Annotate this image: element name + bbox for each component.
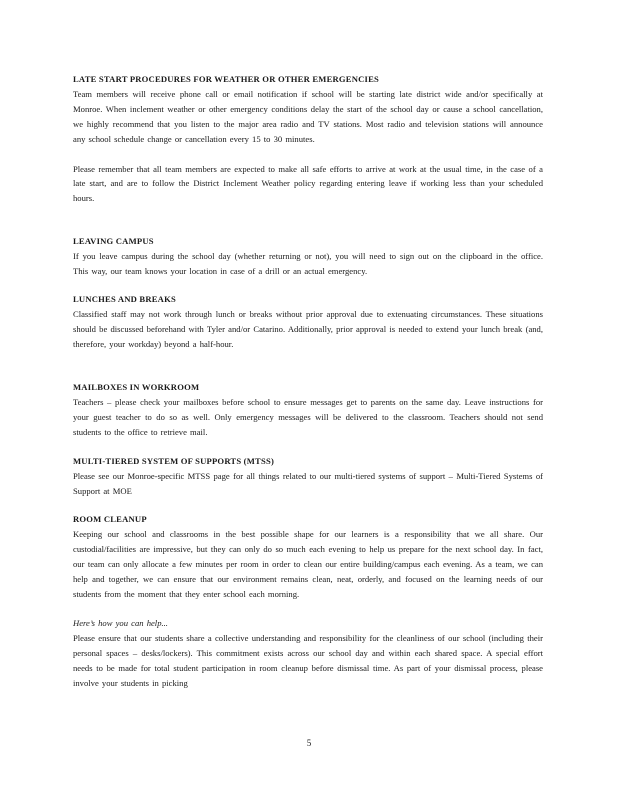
section-paragraph: Please remember that all team members are expected to make all safe efforts to arrive at work at the usual time, in the case of a late start, and are to follow the District Inclement Weather policy regarding entering leave if working less than your scheduled hours. <box>73 163 543 204</box>
section-paragraph: Teachers – please check your mailboxes before school to ensure messages get to parents on the same day. Leave instructions for your guest teacher to do so as well. Only emergency messages will be delivered to the classroom. Teachers should not send students to the office to retrieve mail. <box>73 396 543 437</box>
section-heading: LUNCHES AND BREAKS <box>73 294 176 304</box>
section-room-cleanup <box>73 512 543 691</box>
section-heading: LEAVING CAMPUS <box>73 236 154 246</box>
section-heading: MULTI-TIERED SYSTEM OF SUPPORTS (MTSS) <box>73 456 275 466</box>
section-paragraph: Please see our Monroe-specific MTSS page for all things related to our multi-tiered systems of support – Multi-Tiered Systems of Support at MOE <box>73 470 543 496</box>
section-leaving-campus <box>73 234 543 279</box>
section-mailboxes <box>73 380 543 440</box>
section-paragraph: If you leave campus during the school day (whether returning or not), you will need to sign out on the clipboard in the office. This way, our team knows your location in case of a drill or an actual emergency. <box>73 250 543 276</box>
section-lunches-breaks <box>73 292 543 352</box>
section-paragraph: Classified staff may not work through lunch or breaks without prior approval due to extenuating circumstances. These situations should be discussed beforehand with Tyler and/or Catarino. Additionally, prior approval is needed to extend your lunch break (and, therefore, your workday) beyond a half-hour. <box>73 308 543 349</box>
page-number: 5 <box>306 738 312 748</box>
section-late-start <box>73 72 543 206</box>
section-paragraph: Please ensure that our students share a collective understanding and responsibility for the cleanliness of our school (including their personal spaces – desks/lockers). This commitment exists across our school day and within each shared space. A special effort needs to be made for total student participation in room cleanup before dismissal time. As part of your dismissal process, please involve your students in picking <box>73 633 543 689</box>
section-subheading: Here’s how you can help... <box>73 618 168 629</box>
section-heading: ROOM CLEANUP <box>73 514 147 524</box>
section-mtss <box>73 454 543 499</box>
section-paragraph: Team members will receive phone call or email notification if school will be starting late district wide and/or specifically at Monroe. When inclement weather or other emergency conditions delay the start of the school day or cause a school cancellation, we highly recommend that you listen to the major area radio and TV stations. Most radio and television stations will announce any school schedule change or cancellation every 15 to 30 minutes. <box>73 88 543 144</box>
section-heading: LATE START PROCEDURES FOR WEATHER OR OTHER EMERGENCIES <box>73 74 379 84</box>
section-paragraph: Keeping our school and classrooms in the best possible shape for our learners is a responsibility that we all share. Our custodial/facilities are impressive, but they can only do so much each evening to help us prepare for the next school day. In fact, our team can only allocate a few minutes per room in order to clean our entire building/campus each evening. As a team, we can help and together, we can ensure that our environment remains clean, neat, orderly, and focused on the learning needs of our students from the moment that they enter school each morning. <box>73 528 543 599</box>
section-heading: MAILBOXES IN WORKROOM <box>73 382 200 392</box>
